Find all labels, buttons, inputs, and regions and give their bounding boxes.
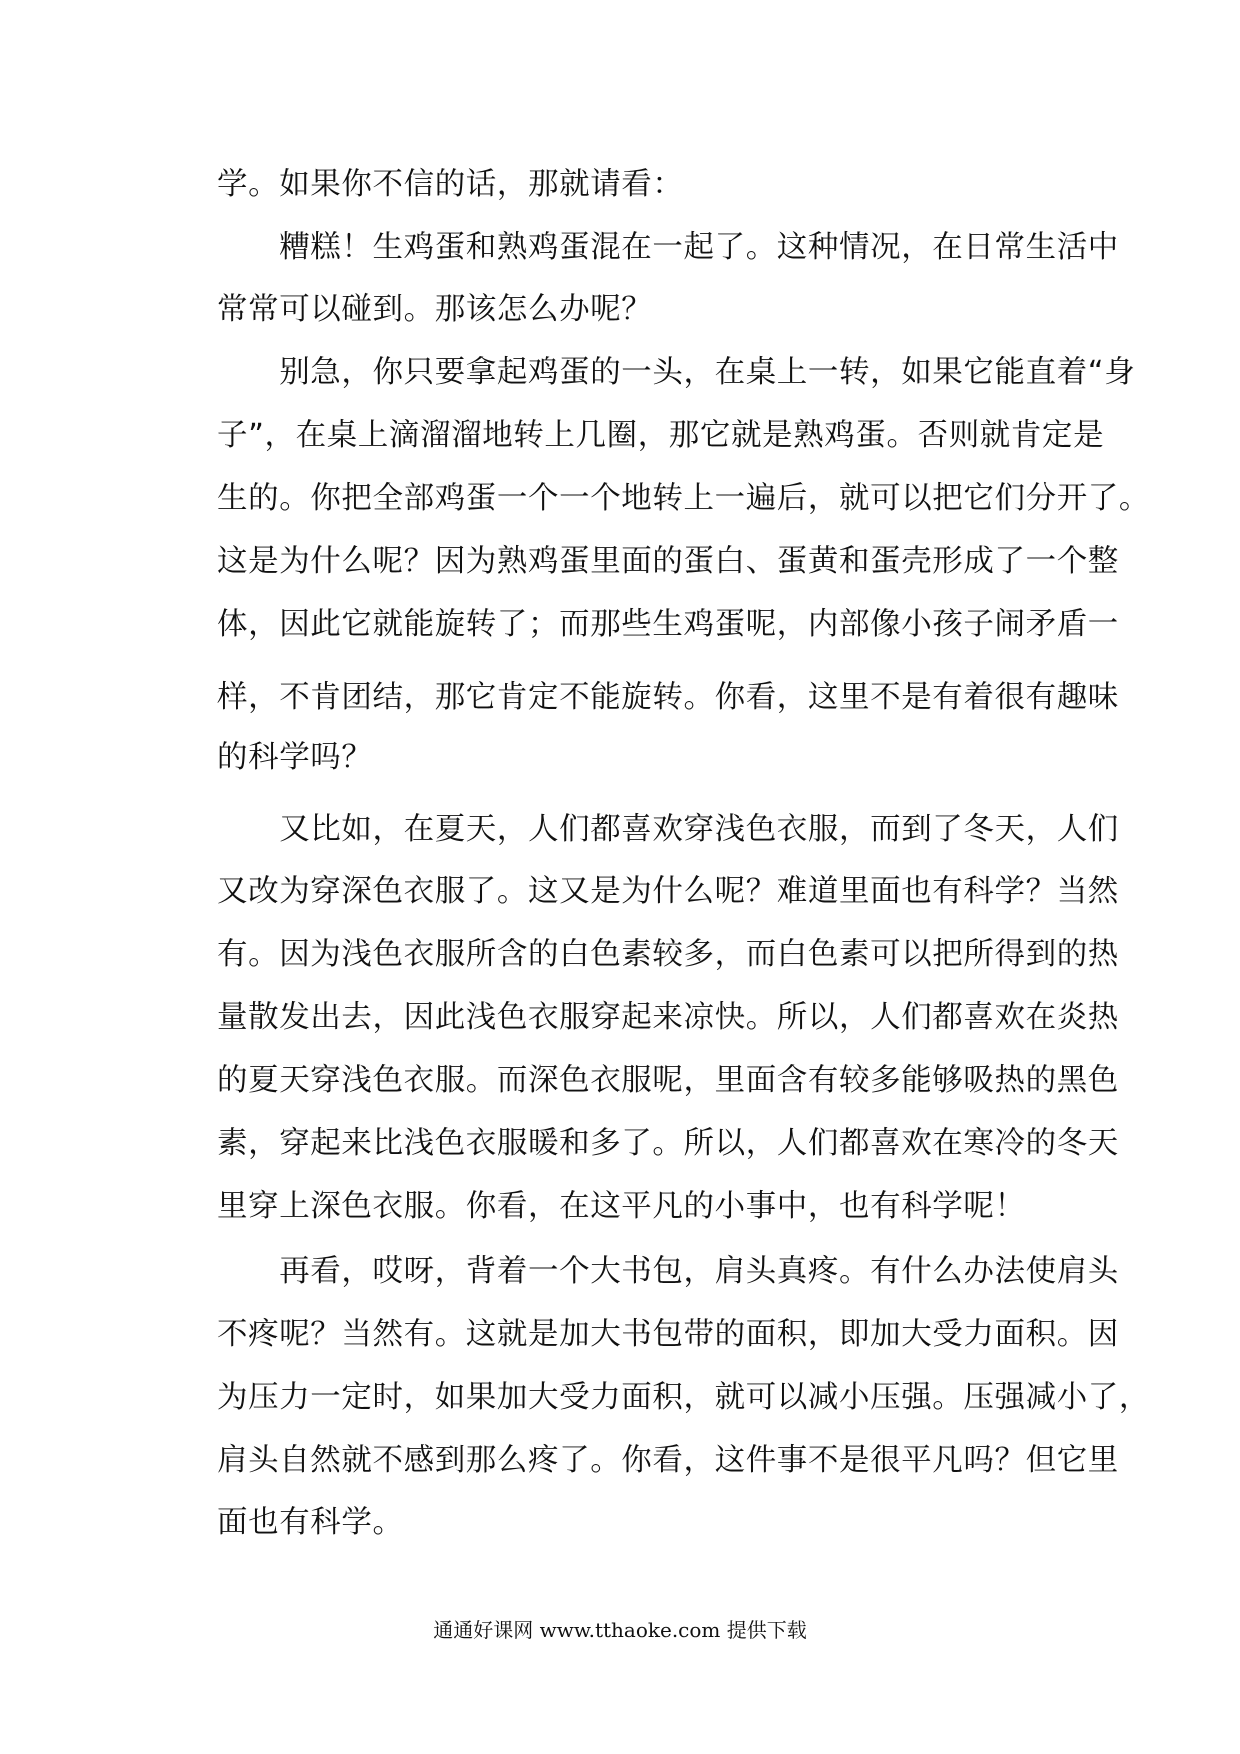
text-line: 量散发出去，因此浅色衣服穿起来凉快。所以，人们都喜欢在炎热 xyxy=(217,1000,1119,1035)
text-line: 再看，哎呀，背着一个大书包，肩头真疼。有什么办法使肩头 xyxy=(217,1254,1119,1289)
text-line: 生的。你把全部鸡蛋一个一个地转上一遍后，就可以把它们分开了。 xyxy=(217,481,1150,516)
text-line: 别急，你只要拿起鸡蛋的一头，在桌上一转，如果它能直着“身 xyxy=(217,355,1136,390)
text-line: 有。因为浅色衣服所含的白色素较多，而白色素可以把所得到的热 xyxy=(217,937,1119,972)
text-line: 面也有科学。 xyxy=(217,1505,404,1540)
text-line: 又改为穿深色衣服了。这又是为什么呢？难道里面也有科学？当然 xyxy=(217,874,1119,909)
text-line: 体，因此它就能旋转了；而那些生鸡蛋呢，内部像小孩子闹矛盾一 xyxy=(217,607,1119,642)
text-line: 子”，在桌上滴溜溜地转上几圈，那它就是熟鸡蛋。否则就肯定是 xyxy=(217,418,1105,453)
text-line: 不疼呢？当然有。这就是加大书包带的面积，即加大受力面积。因 xyxy=(217,1317,1119,1352)
text-line: 素，穿起来比浅色衣服暖和多了。所以，人们都喜欢在寒冷的冬天 xyxy=(217,1126,1119,1161)
text-line: 的夏天穿浅色衣服。而深色衣服呢，里面含有较多能够吸热的黑色 xyxy=(217,1063,1119,1098)
text-line: 这是为什么呢？因为熟鸡蛋里面的蛋白、蛋黄和蛋壳形成了一个整 xyxy=(217,544,1119,579)
text-line: 样，不肯团结，那它肯定不能旋转。你看，这里不是有着很有趣味 xyxy=(217,680,1119,715)
text-line: 为压力一定时，如果加大受力面积，就可以减小压强。压强减小了， xyxy=(217,1380,1150,1415)
text-line: 糟糕！生鸡蛋和熟鸡蛋混在一起了。这种情况，在日常生活中 xyxy=(217,230,1119,265)
text-line: 学。如果你不信的话，那就请看： xyxy=(217,167,684,202)
text-line: 又比如，在夏天，人们都喜欢穿浅色衣服，而到了冬天，人们 xyxy=(217,812,1119,847)
text-line: 里穿上深色衣服。你看，在这平凡的小事中，也有科学呢！ xyxy=(217,1189,1026,1224)
text-line: 的科学吗？ xyxy=(217,740,373,775)
text-line: 肩头自然就不感到那么疼了。你看，这件事不是很平凡吗？但它里 xyxy=(217,1443,1119,1478)
footer-credit: 通通好课网 www.tthaoke.com 提供下载 xyxy=(433,1618,807,1642)
text-line: 常常可以碰到。那该怎么办呢？ xyxy=(217,292,653,327)
